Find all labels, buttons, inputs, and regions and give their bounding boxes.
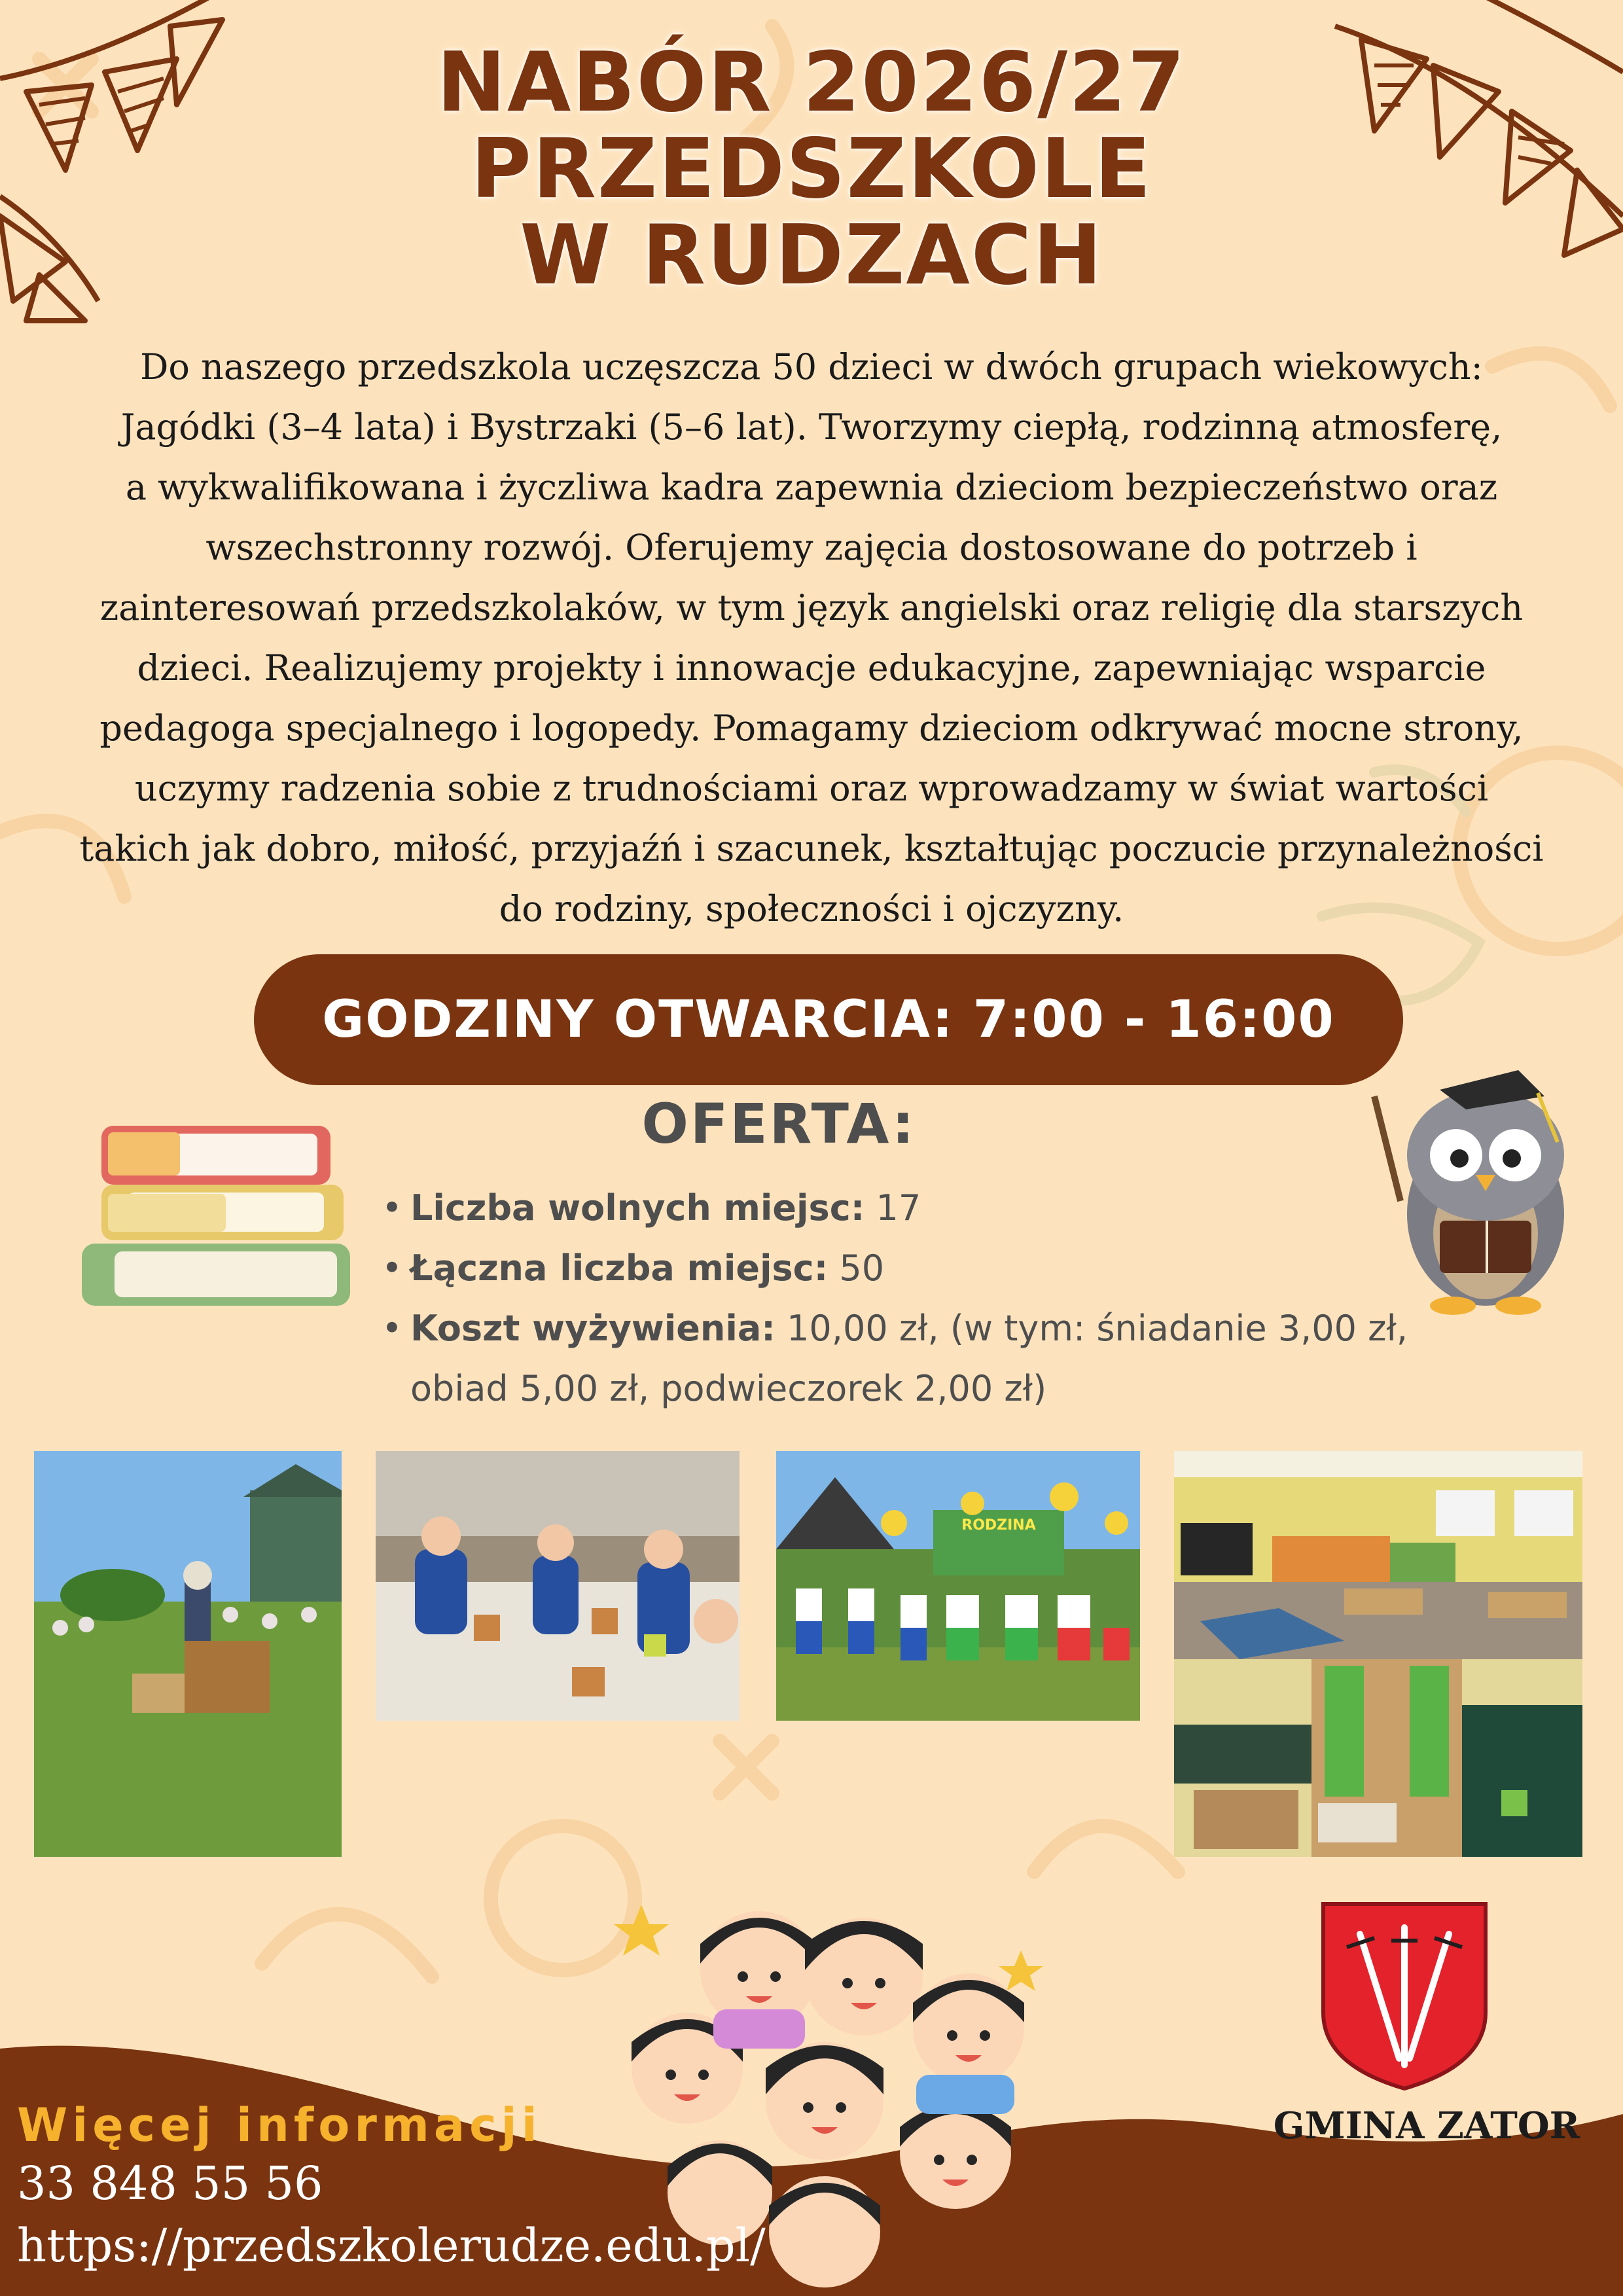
more-info-heading: Więcej informacji xyxy=(17,2098,542,2152)
intro-line: do rodziny, społeczności i ojczyzny. xyxy=(499,888,1124,929)
photo-performance xyxy=(776,1451,1140,1721)
intro-line: pedagoga specjalnego i logopedy. Pomagamy dzieciom odkrywać mocne strony, xyxy=(99,708,1524,749)
intro-line: uczymy radzenia sobie z trudnościami oraz wprowadzamy w świat wartości xyxy=(134,768,1489,809)
photo-classroom-cabinets xyxy=(1174,1659,1582,1857)
title-line-1: NABÓR 2026/27 xyxy=(437,34,1186,130)
intro-line: takich jak dobro, miłość, przyjaźń i szacunek, kształtując poczucie przynależności xyxy=(79,828,1544,869)
phone-number: 33 848 55 56 xyxy=(17,2157,323,2210)
intro-line: a wykwalifikowana i życzliwa kadra zapewnia dzieciom bezpieczeństwo oraz xyxy=(125,467,1498,508)
offer-value: 10,00 zł, (w tym: śniadanie 3,00 zł, xyxy=(787,1308,1408,1349)
offer-list xyxy=(376,1178,1423,1419)
photo-planting xyxy=(376,1451,740,1721)
offer-value: 17 xyxy=(876,1187,921,1229)
intro-line: wszechstronny rozwój. Oferujemy zajęcia dostosowane do potrzeb i xyxy=(205,527,1418,568)
gmina-caption: GMINA ZATOR xyxy=(1273,2104,1580,2147)
photo-classroom xyxy=(1174,1451,1582,1659)
intro-line: Jagódki (3–4 lata) i Bystrzaki (5–6 lat). Tworzymy ciepłą, rodzinną atmosferę, xyxy=(120,406,1503,448)
list-item xyxy=(376,1299,1423,1419)
offer-label: Koszt wyżywienia: xyxy=(410,1308,776,1349)
title-line-3: W RUDZACH xyxy=(520,207,1103,303)
intro-paragraph xyxy=(13,337,1610,939)
title-line-2: PRZEDSZKOLE xyxy=(471,120,1152,217)
photo-beekeeping xyxy=(34,1451,342,1857)
website-link[interactable]: https://przedszkolerudze.edu.pl/ xyxy=(17,2219,766,2272)
opening-hours-text: GODZINY OTWARCIA: 7:00 - 16:00 xyxy=(322,990,1335,1049)
books-illustration xyxy=(75,1106,363,1316)
offer-value: 50 xyxy=(839,1247,885,1289)
photo-banner-text: RODZINA xyxy=(961,1517,1036,1534)
offer-label: Liczba wolnych miejsc: xyxy=(410,1187,865,1229)
intro-line: Do naszego przedszkola uczęszcza 50 dzieci w dwóch grupach wiekowych: xyxy=(140,346,1483,387)
list-item xyxy=(376,1178,1423,1238)
intro-line: zainteresowań przedszkolaków, w tym język angielski oraz religię dla starszych xyxy=(99,587,1524,628)
list-item xyxy=(376,1238,1423,1299)
intro-line: dzieci. Realizujemy projekty i innowacje edukacyjne, zapewniając wsparcie xyxy=(137,647,1486,689)
offer-heading: OFERTA: xyxy=(641,1092,916,1156)
opening-hours-banner xyxy=(254,954,1403,1085)
offer-label: Łączna liczba miejsc: xyxy=(410,1247,829,1289)
gmina-coat-of-arms xyxy=(1321,1901,1488,2091)
main-title xyxy=(288,34,1335,303)
offer-value-continued: obiad 5,00 zł, podwieczorek 2,00 zł) xyxy=(410,1368,1047,1409)
